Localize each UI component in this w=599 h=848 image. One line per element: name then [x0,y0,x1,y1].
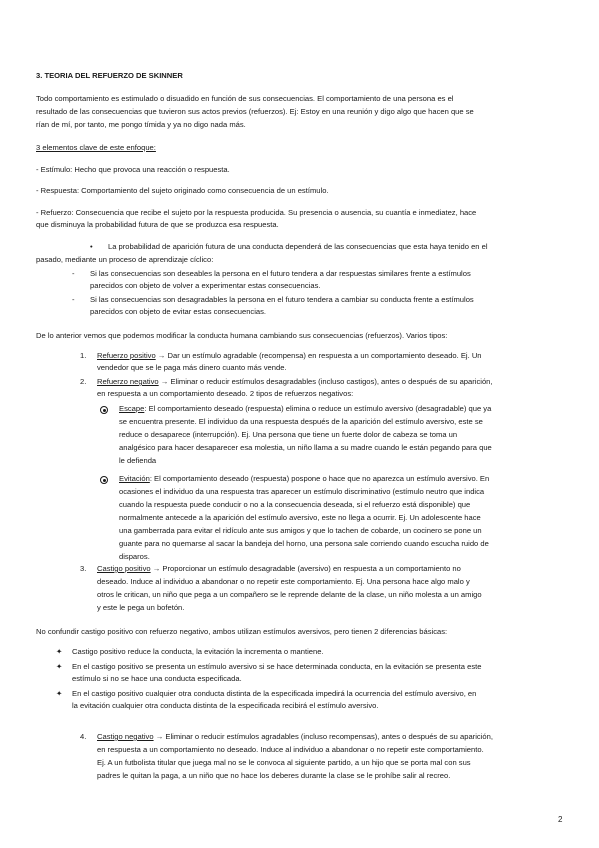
confuse-note: No confundir castigo positivo con refuerzo negativo, ambos utilizan estímulos aversivos, pero tienen 2 diferencias básicas: [36,627,448,636]
text-line: normalmente antecede a la aparición del estímulo aversivo, este no llega a ocurrir. Ej. Un adolescente hace [119,513,481,522]
types-intro: De lo anterior vemos que podemos modificar la conducta humana cambiando sus consecuencias (refuerzos). Varios tipos: [36,331,448,340]
text-line [97,563,461,575]
text-line: ocasiones el individuo da una respuesta tras aparecer un estímulo discriminativo (estímulo neutro que indica [119,487,485,496]
page-number: 2 [558,815,563,824]
list-item: En el castigo positivo cualquier otra conducta distinta de la especificada impedirá la ocurrencia del estímulo aversivo, en [72,689,477,698]
text-line: pasado, mediante un proceso de aprendizaje cíclico: [36,255,214,264]
list-item: parecidos con objeto de volver a experimentar estas consecuencias. [90,281,321,290]
list-item: Si las consecuencias son deseables la persona en el futuro tendera a dar respuestas similares frente a estímulos [90,269,471,278]
text-line: Ej. A un futbolista titular que juega mal no se le convoca al siguiente partido, a un hijo que se porta mal con sus [97,758,471,767]
definition: → Eliminar o reducir estímulos desagradables (incluso castigos), antes o después de su aparición, [158,377,493,386]
text-line: le defienda [119,456,157,465]
list-item: la evitación cualquier otra conducta distinta de la especificada recibirá el estímulo aversivo. [72,701,379,710]
list-item: Castigo positivo reduce la conducta, la evitación la incrementa o mantiene. [72,647,324,656]
definition: → Eliminar o reducir estímulos agradables (incluso recompensas), antes o después de su aparición, [153,732,493,741]
list-item: estímulo si no se hace una conducta especificada. [72,674,242,683]
list-item: En el castigo positivo se presenta un estímulo aversivo si se hace determinada conducta, en la evitación se presenta este [72,662,482,671]
section-heading: 3. TEORIA DEL REFUERZO DE SKINNER [36,71,183,80]
text-line: se encuentra presente. El individuo da una respuesta después de la aparición del estímulo aversivo, este se [119,417,483,426]
text-line: reduce o desaparece (interrupción). Ej. Una persona que tiene un fuerte dolor de cabeza se toma un [119,430,458,439]
term: Castigo positivo [97,564,151,573]
text-line [119,473,489,485]
text-line: analgésico para hacer desaparecer esa molestia, un niño llama a su madre cuando le están pegando para que [119,443,492,452]
text-line [97,376,493,388]
text-line: otros le critican, un niño que pega a un compañero se le reprende delante de la clase, un niño molesta a un amigo [97,590,482,599]
text-line [119,403,491,415]
term: Refuerzo positivo [97,351,156,360]
text-line [97,350,482,362]
text-line: cuando la respuesta puede conducir o no a la consecuencia deseada, si el refuerzo está disponible) que [119,500,471,509]
dash-icon: - [72,269,75,278]
list-item: parecidos con objeto de evitar estas consecuencias. [90,307,267,316]
diamond-bullet-icon: ✦ [56,662,63,671]
text-line: rían de mí, por tanto, me pongo tímida y ya no digo nada más. [36,120,246,129]
text-line: en respuesta a un comportamiento no deseado. Induce al individuo a abandonar o no repetir este comportamiento. [97,745,484,754]
list-number: 2. [80,377,87,386]
list-item: - Estímulo: Hecho que provoca una reacción o respuesta. [36,165,230,174]
diamond-bullet-icon: ✦ [56,647,63,656]
term: Evitación [119,474,150,483]
text-line [97,731,493,743]
list-number: 3. [80,564,87,573]
term: Refuerzo negativo [97,377,159,386]
definition: : El comportamiento deseado (respuesta) elimina o reduce un estímulo aversivo (desagradable) que ya [144,404,492,413]
text-line: una gamberrada para evitar el ridículo ante sus amigos y que lo tachen de cobarde, un cocinero se pone un [119,526,482,535]
list-number: 4. [80,732,87,741]
list-item: que disminuya la probabilidad futura de que se produzca esa respuesta. [36,220,279,229]
definition: → Proporcionar un estímulo desagradable (aversivo) en respuesta a un comportamiento no [150,564,461,573]
text-line: y este le pega un bofetón. [97,603,185,612]
bullet-icon: • [90,242,93,251]
text-line: guante para no quemarse al sacar la bandeja del horno, una persona sale corriendo cuando escucha ruido de [119,539,489,548]
text-line: Todo comportamiento es estimulado o disuadido en función de sus consecuencias. El comportamiento de una persona es el [36,94,454,103]
term: Castigo negativo [97,732,154,741]
definition: : El comportamiento deseado (respuesta) pospone o hace que no aparezca un estímulo aversivo. En [149,474,490,483]
text-line: disparos. [119,552,150,561]
text-line: resultado de las consecuencias que tuvieron sus actos previos (refuerzos). Ej: Estoy en una reunión y digo algo que hacen que se [36,107,474,116]
list-item: Si las consecuencias son desagradables la persona en el futuro tendera a cambiar su conducta frente a estímulos [90,295,474,304]
term: Escape [119,404,145,413]
text-line: vendedor que se le paga más dinero cuanto más vende. [97,363,287,372]
diamond-bullet-icon: ✦ [56,689,63,698]
circle-bullet-icon [100,406,108,414]
text-line: deseado. Induce al individuo a abandonar o no repetir este comportamiento. Ej. Una persona hace algo malo y [97,577,470,586]
dash-icon: - [72,295,75,304]
text-line: en respuesta a un comportamiento deseado. 2 tipos de refuerzos negativos: [97,389,354,398]
circle-bullet-icon [100,476,108,484]
list-number: 1. [80,351,87,360]
list-item: - Respuesta: Comportamiento del sujeto originado como consecuencia de un estímulo. [36,186,329,195]
key-elements-title: 3 elementos clave de este enfoque: [36,143,156,152]
list-item: - Refuerzo: Consecuencia que recibe el sujeto por la respuesta producida. Su presencia o ausencia, su cuantía e inmediatez, hace [36,208,477,217]
text-line: La probabilidad de aparición futura de una conducta dependerá de las consecuencias que esta haya tenido en el [108,242,488,251]
definition: → Dar un estímulo agradable (recompensa) en respuesta a un comportamiento deseado. Ej. Un [155,351,482,360]
text-line: padres le quitan la paga, a un niño que no hace los deberes durante la clase se le prohíbe salir al recreo. [97,771,451,780]
